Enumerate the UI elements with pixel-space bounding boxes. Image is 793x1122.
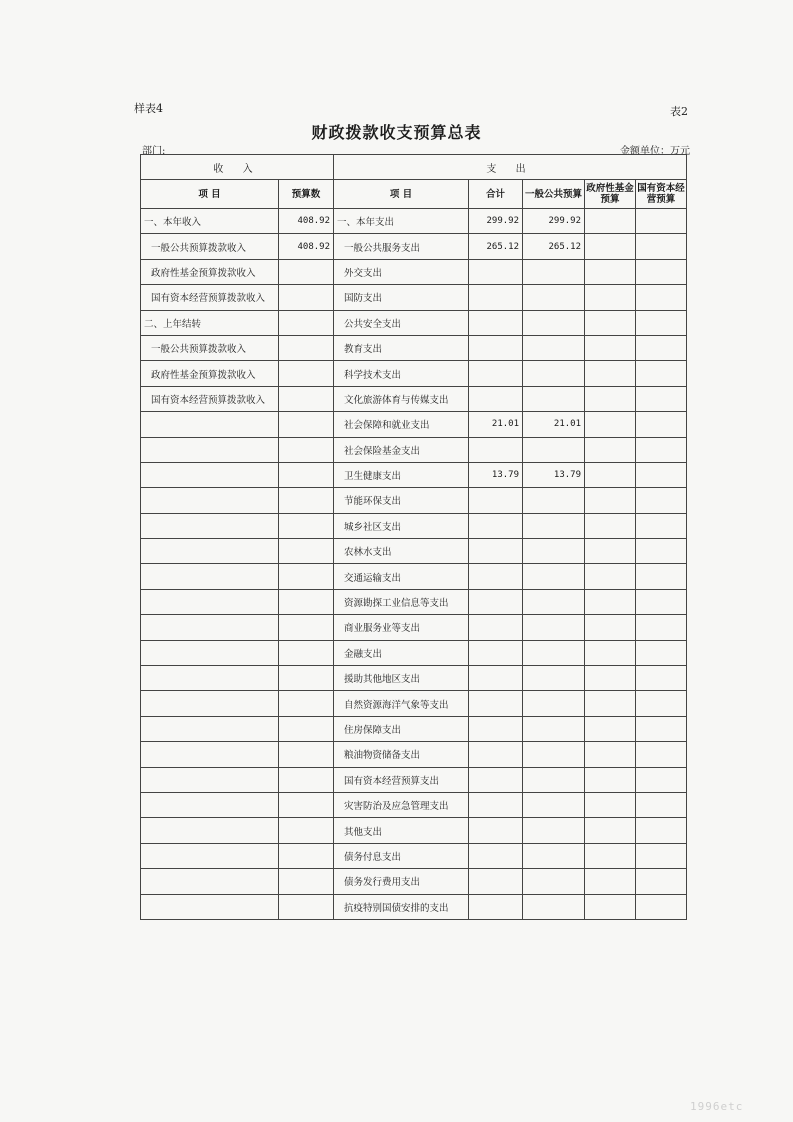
income-item-cell — [141, 742, 279, 767]
income-amount-cell — [279, 615, 334, 640]
expense-capital-cell — [636, 335, 687, 360]
table-row — [141, 640, 687, 665]
income-amount-cell — [279, 488, 334, 513]
income-amount-cell — [279, 462, 334, 487]
income-budget-header: 预算数 — [279, 180, 334, 209]
expense-general-cell — [523, 589, 585, 614]
income-item-cell — [141, 767, 279, 792]
expense-total-cell — [469, 843, 523, 868]
expense-total-cell — [469, 716, 523, 741]
total-header: 合计 — [469, 180, 523, 209]
expense-item-header: 项 目 — [334, 180, 469, 209]
expense-item-cell: 援助其他地区支出 — [334, 666, 469, 691]
expense-item-cell: 社会保险基金支出 — [334, 437, 469, 462]
expense-total-cell — [469, 589, 523, 614]
income-amount-cell: 408.92 — [279, 209, 334, 234]
income-item-cell — [141, 412, 279, 437]
expense-general-cell: 265.12 — [523, 234, 585, 259]
expense-total-cell — [469, 259, 523, 284]
expense-item-cell: 一般公共服务支出 — [334, 234, 469, 259]
expense-item-cell: 资源勘探工业信息等支出 — [334, 589, 469, 614]
expense-item-cell: 灾害防治及应急管理支出 — [334, 792, 469, 817]
income-item-cell: 政府性基金预算拨款收入 — [141, 361, 279, 386]
income-item-cell: 一、本年收入 — [141, 209, 279, 234]
expense-capital-cell — [636, 589, 687, 614]
table-row — [141, 259, 687, 284]
expense-general-cell — [523, 818, 585, 843]
income-item-cell: 国有资本经营预算拨款收入 — [141, 285, 279, 310]
expense-fund-cell — [585, 792, 636, 817]
expense-capital-cell — [636, 640, 687, 665]
table-row — [141, 869, 687, 894]
expense-general-cell — [523, 792, 585, 817]
income-amount-cell — [279, 412, 334, 437]
expense-fund-cell — [585, 615, 636, 640]
income-item-cell — [141, 564, 279, 589]
expense-general-cell — [523, 386, 585, 411]
income-amount-cell — [279, 640, 334, 665]
income-item-cell — [141, 513, 279, 538]
expense-item-cell: 文化旅游体育与传媒支出 — [334, 386, 469, 411]
expense-item-cell: 抗疫特别国债安排的支出 — [334, 894, 469, 919]
expense-fund-cell — [585, 386, 636, 411]
table-row — [141, 564, 687, 589]
income-amount-cell — [279, 335, 334, 360]
expense-fund-cell — [585, 869, 636, 894]
expense-total-cell — [469, 488, 523, 513]
expense-item-cell: 公共安全支出 — [334, 310, 469, 335]
table-row — [141, 742, 687, 767]
expense-capital-cell — [636, 792, 687, 817]
expense-total-cell — [469, 564, 523, 589]
expense-item-cell: 债务付息支出 — [334, 843, 469, 868]
table-row — [141, 234, 687, 259]
expense-general-cell — [523, 259, 585, 284]
general-budget-header: 一般公共预算 — [523, 180, 585, 209]
column-header-row — [141, 180, 687, 209]
expense-general-cell — [523, 564, 585, 589]
expense-fund-cell — [585, 462, 636, 487]
expense-fund-cell — [585, 818, 636, 843]
expense-fund-cell — [585, 437, 636, 462]
income-item-cell — [141, 437, 279, 462]
expense-item-cell: 债务发行费用支出 — [334, 869, 469, 894]
table-row — [141, 589, 687, 614]
expense-fund-cell — [585, 767, 636, 792]
expense-capital-cell — [636, 742, 687, 767]
table-row — [141, 894, 687, 919]
income-amount-cell — [279, 716, 334, 741]
expense-total-cell — [469, 869, 523, 894]
expense-capital-cell — [636, 513, 687, 538]
section-header-row — [141, 155, 687, 180]
income-item-cell: 一般公共预算拨款收入 — [141, 234, 279, 259]
income-amount-cell — [279, 259, 334, 284]
table-row — [141, 691, 687, 716]
expense-fund-cell — [585, 285, 636, 310]
expense-general-cell — [523, 437, 585, 462]
income-item-cell — [141, 666, 279, 691]
expense-capital-cell — [636, 666, 687, 691]
table-row — [141, 437, 687, 462]
expense-fund-cell — [585, 412, 636, 437]
expense-general-cell — [523, 691, 585, 716]
income-item-cell — [141, 615, 279, 640]
expense-total-cell — [469, 767, 523, 792]
table-row — [141, 716, 687, 741]
income-section-header: 收 入 — [141, 155, 334, 180]
expense-general-cell: 21.01 — [523, 412, 585, 437]
expense-general-cell — [523, 361, 585, 386]
expense-fund-cell — [585, 742, 636, 767]
expense-total-cell — [469, 792, 523, 817]
state-capital-header: 国有资本经营预算 — [636, 180, 687, 209]
expense-general-cell — [523, 488, 585, 513]
income-amount-cell — [279, 792, 334, 817]
income-item-header: 项 目 — [141, 180, 279, 209]
table-row — [141, 310, 687, 335]
expense-fund-cell — [585, 361, 636, 386]
income-amount-cell — [279, 386, 334, 411]
table-row — [141, 666, 687, 691]
income-item-cell — [141, 640, 279, 665]
expense-item-cell: 国有资本经营预算支出 — [334, 767, 469, 792]
expense-capital-cell — [636, 386, 687, 411]
page-title: 财政拨款收支预算总表 — [311, 123, 482, 142]
table-number: 表2 — [670, 105, 688, 118]
sample-label: 样表4 — [134, 102, 163, 115]
expense-general-cell — [523, 843, 585, 868]
expense-total-cell — [469, 386, 523, 411]
expense-fund-cell — [585, 894, 636, 919]
income-item-cell — [141, 869, 279, 894]
expense-fund-cell — [585, 843, 636, 868]
income-amount-cell — [279, 564, 334, 589]
expense-item-cell: 节能环保支出 — [334, 488, 469, 513]
expense-general-cell: 13.79 — [523, 462, 585, 487]
expense-item-cell: 商业服务业等支出 — [334, 615, 469, 640]
expense-total-cell: 265.12 — [469, 234, 523, 259]
income-item-cell — [141, 792, 279, 817]
income-amount-cell — [279, 843, 334, 868]
expense-total-cell — [469, 513, 523, 538]
expense-total-cell — [469, 742, 523, 767]
expense-total-cell — [469, 691, 523, 716]
expense-item-cell: 粮油物资储备支出 — [334, 742, 469, 767]
expense-fund-cell — [585, 640, 636, 665]
expense-general-cell — [523, 539, 585, 564]
expense-fund-cell — [585, 234, 636, 259]
watermark: 1996etc — [690, 1100, 744, 1113]
income-item-cell: 政府性基金预算拨款收入 — [141, 259, 279, 284]
expense-fund-cell — [585, 564, 636, 589]
expense-general-cell — [523, 640, 585, 665]
expense-item-cell: 教育支出 — [334, 335, 469, 360]
income-item-cell — [141, 716, 279, 741]
fund-budget-header: 政府性基金预算 — [585, 180, 636, 209]
expense-total-cell: 21.01 — [469, 412, 523, 437]
expense-capital-cell — [636, 488, 687, 513]
income-item-cell: 二、上年结转 — [141, 310, 279, 335]
expense-fund-cell — [585, 589, 636, 614]
expense-fund-cell — [585, 666, 636, 691]
expense-fund-cell — [585, 539, 636, 564]
table-row — [141, 209, 687, 234]
expense-fund-cell — [585, 259, 636, 284]
table-row — [141, 462, 687, 487]
income-item-cell — [141, 539, 279, 564]
income-amount-cell — [279, 666, 334, 691]
income-item-cell — [141, 894, 279, 919]
expense-capital-cell — [636, 818, 687, 843]
expense-general-cell — [523, 767, 585, 792]
table-row — [141, 539, 687, 564]
expense-item-cell: 科学技术支出 — [334, 361, 469, 386]
expense-capital-cell — [636, 437, 687, 462]
table-row — [141, 513, 687, 538]
income-amount-cell — [279, 513, 334, 538]
expense-capital-cell — [636, 716, 687, 741]
expense-capital-cell — [636, 564, 687, 589]
income-item-cell — [141, 488, 279, 513]
expense-fund-cell — [585, 310, 636, 335]
income-amount-cell — [279, 310, 334, 335]
expense-total-cell: 13.79 — [469, 462, 523, 487]
expense-total-cell — [469, 539, 523, 564]
expense-total-cell — [469, 437, 523, 462]
expense-total-cell — [469, 310, 523, 335]
expense-item-cell: 一、本年支出 — [334, 209, 469, 234]
expense-item-cell: 城乡社区支出 — [334, 513, 469, 538]
expense-capital-cell — [636, 894, 687, 919]
department-label: 部门: — [142, 146, 166, 157]
expense-capital-cell — [636, 691, 687, 716]
table-row — [141, 386, 687, 411]
expense-general-cell — [523, 666, 585, 691]
expense-total-cell — [469, 285, 523, 310]
income-amount-cell — [279, 539, 334, 564]
expense-item-cell: 农林水支出 — [334, 539, 469, 564]
expense-fund-cell — [585, 716, 636, 741]
table-row — [141, 818, 687, 843]
expense-total-cell: 299.92 — [469, 209, 523, 234]
expense-fund-cell — [585, 209, 636, 234]
table-row — [141, 412, 687, 437]
table-row — [141, 843, 687, 868]
expense-general-cell — [523, 894, 585, 919]
expense-capital-cell — [636, 615, 687, 640]
expense-section-header: 支 出 — [334, 155, 687, 180]
expense-item-cell: 国防支出 — [334, 285, 469, 310]
income-item-cell: 国有资本经营预算拨款收入 — [141, 386, 279, 411]
expense-fund-cell — [585, 691, 636, 716]
expense-item-cell: 自然资源海洋气象等支出 — [334, 691, 469, 716]
expense-capital-cell — [636, 462, 687, 487]
income-item-cell — [141, 462, 279, 487]
table-row — [141, 767, 687, 792]
expense-general-cell — [523, 285, 585, 310]
income-amount-cell — [279, 437, 334, 462]
expense-total-cell — [469, 818, 523, 843]
expense-general-cell — [523, 716, 585, 741]
expense-capital-cell — [636, 869, 687, 894]
table-row — [141, 488, 687, 513]
expense-item-cell: 卫生健康支出 — [334, 462, 469, 487]
table-row — [141, 335, 687, 360]
expense-total-cell — [469, 894, 523, 919]
income-amount-cell — [279, 742, 334, 767]
table-row — [141, 615, 687, 640]
expense-capital-cell — [636, 361, 687, 386]
income-amount-cell — [279, 691, 334, 716]
table-row — [141, 285, 687, 310]
budget-table — [140, 154, 687, 920]
expense-general-cell — [523, 335, 585, 360]
expense-fund-cell — [585, 488, 636, 513]
expense-capital-cell — [636, 234, 687, 259]
income-item-cell: 一般公共预算拨款收入 — [141, 335, 279, 360]
expense-general-cell — [523, 513, 585, 538]
expense-item-cell: 交通运输支出 — [334, 564, 469, 589]
expense-total-cell — [469, 615, 523, 640]
table-row — [141, 361, 687, 386]
expense-total-cell — [469, 640, 523, 665]
expense-item-cell: 金融支出 — [334, 640, 469, 665]
expense-capital-cell — [636, 843, 687, 868]
income-amount-cell — [279, 767, 334, 792]
income-amount-cell — [279, 285, 334, 310]
income-item-cell — [141, 589, 279, 614]
expense-general-cell — [523, 869, 585, 894]
expense-general-cell — [523, 742, 585, 767]
expense-capital-cell — [636, 412, 687, 437]
expense-item-cell: 其他支出 — [334, 818, 469, 843]
income-amount-cell — [279, 869, 334, 894]
income-item-cell — [141, 691, 279, 716]
expense-general-cell — [523, 615, 585, 640]
expense-item-cell: 住房保障支出 — [334, 716, 469, 741]
expense-capital-cell — [636, 259, 687, 284]
income-amount-cell — [279, 894, 334, 919]
expense-item-cell: 外交支出 — [334, 259, 469, 284]
income-amount-cell — [279, 589, 334, 614]
expense-item-cell: 社会保障和就业支出 — [334, 412, 469, 437]
expense-total-cell — [469, 335, 523, 360]
expense-capital-cell — [636, 310, 687, 335]
income-amount-cell: 408.92 — [279, 234, 334, 259]
expense-total-cell — [469, 666, 523, 691]
income-item-cell — [141, 818, 279, 843]
income-item-cell — [141, 843, 279, 868]
expense-capital-cell — [636, 285, 687, 310]
expense-fund-cell — [585, 513, 636, 538]
expense-general-cell: 299.92 — [523, 209, 585, 234]
expense-capital-cell — [636, 539, 687, 564]
expense-capital-cell — [636, 767, 687, 792]
income-amount-cell — [279, 361, 334, 386]
expense-fund-cell — [585, 335, 636, 360]
income-amount-cell — [279, 818, 334, 843]
table-row — [141, 792, 687, 817]
expense-total-cell — [469, 361, 523, 386]
unit-label: 金额单位：万元 — [620, 146, 690, 157]
expense-general-cell — [523, 310, 585, 335]
expense-capital-cell — [636, 209, 687, 234]
